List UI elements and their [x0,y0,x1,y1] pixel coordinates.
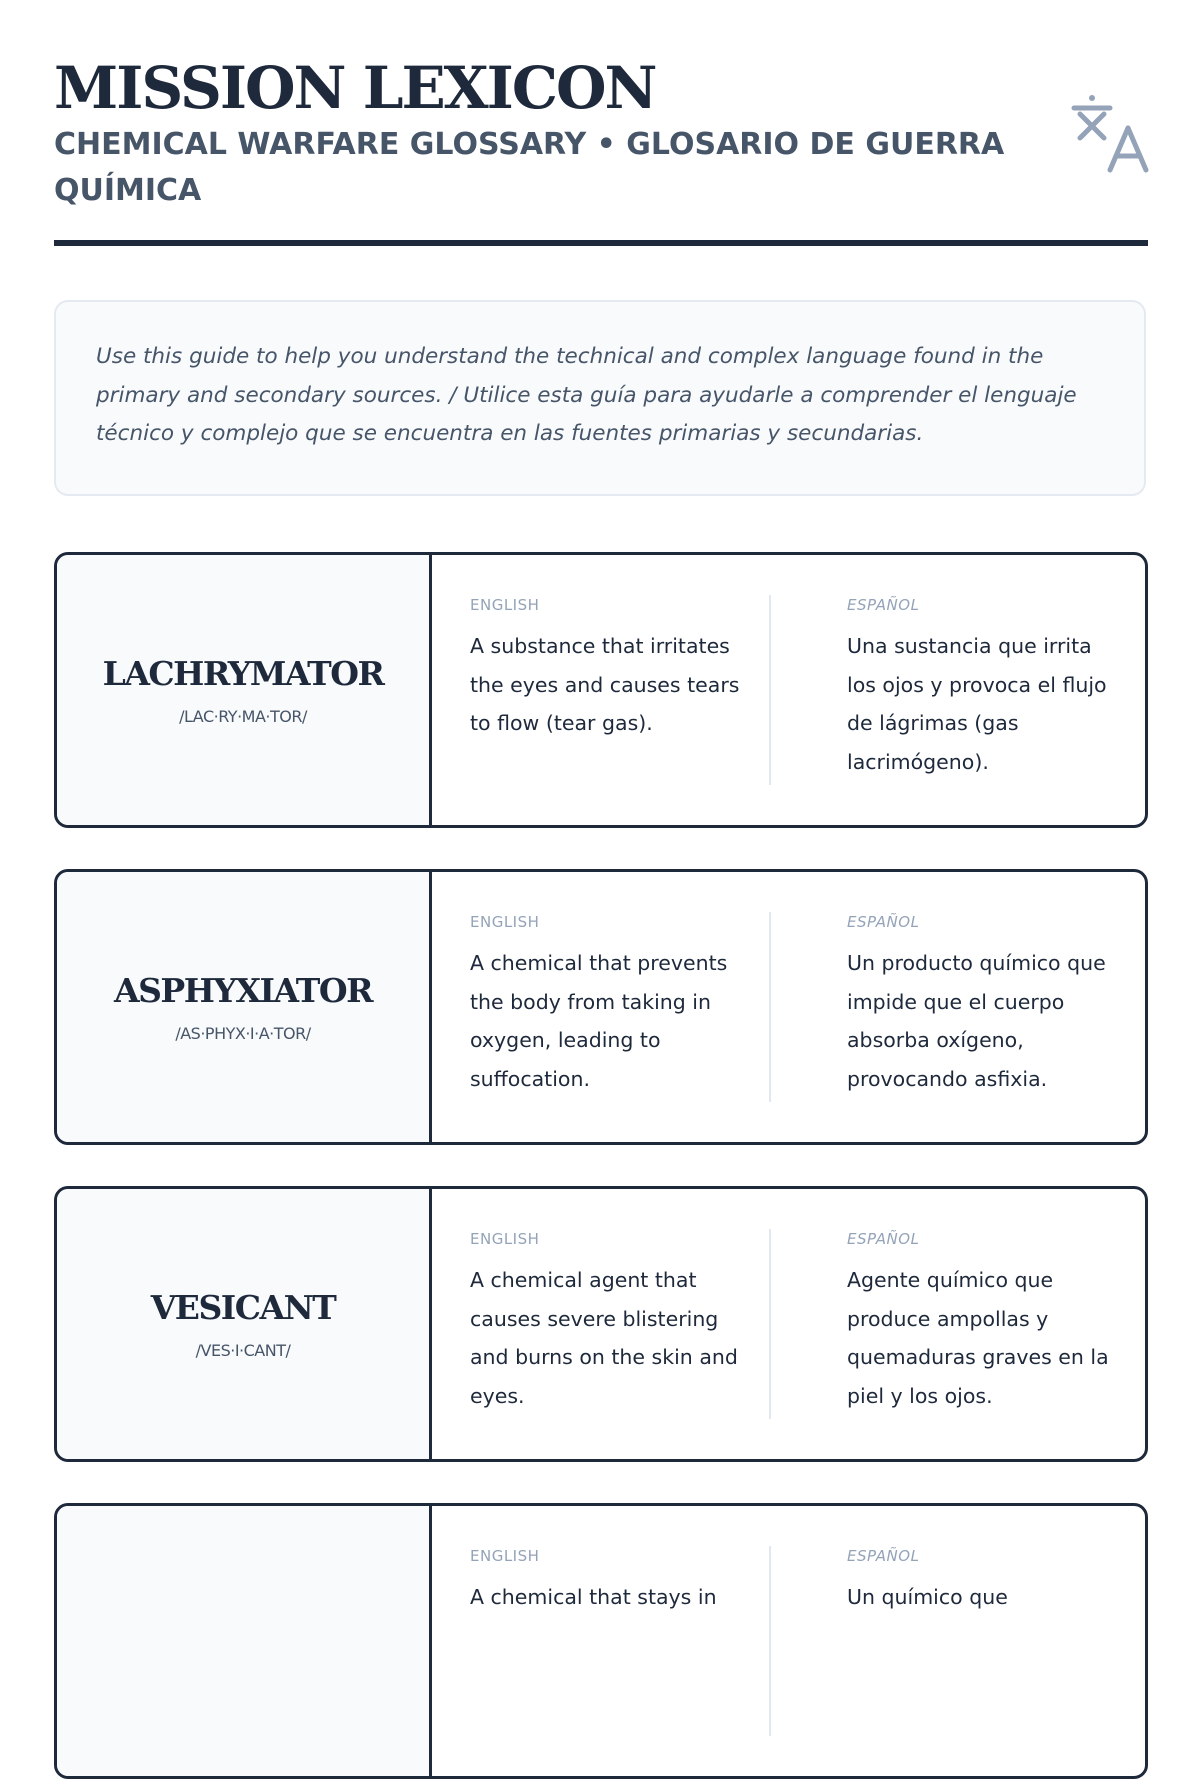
english-label: ENGLISH [470,913,540,931]
glossary-card [54,552,1148,828]
term-phonetic: /AS·PHYX·I·A·TOR/ [175,1024,311,1043]
english-definition: A chemical agent that causes severe blistering and burns on the skin and eyes. [470,1268,738,1408]
spanish-column [847,1229,1127,1415]
term-panel [57,872,432,1142]
column-divider [769,912,771,1102]
glossary-card [54,869,1148,1145]
english-column [470,1229,750,1415]
english-column [470,912,750,1098]
spanish-label: ESPAÑOL [847,913,920,931]
column-divider [769,595,771,785]
header-rule [54,240,1148,246]
column-divider [769,1229,771,1419]
spanish-label: ESPAÑOL [847,1230,920,1248]
intro-box [54,300,1146,496]
page-title: MISSION LEXICON [54,54,656,122]
spanish-column [847,595,1127,781]
spanish-column [847,1546,1127,1617]
glossary-card [54,1186,1148,1462]
term-panel [57,1506,432,1776]
english-column [470,1546,750,1617]
term-title: VESICANT [150,1288,336,1327]
english-column [470,595,750,743]
spanish-column [847,912,1127,1098]
english-definition: A chemical that prevents the body from taking in oxygen, leading to suffocation. [470,951,728,1091]
term-phonetic: /LAC·RY·MA·TOR/ [179,707,307,726]
english-label: ENGLISH [470,1547,540,1565]
header [54,52,1148,242]
english-label: ENGLISH [470,596,540,614]
english-definition: A chemical that stays in [470,1585,717,1609]
column-divider [769,1546,771,1736]
term-phonetic: /VES·I·CANT/ [195,1341,291,1360]
spanish-definition: Un químico que [847,1585,1008,1609]
spanish-label: ESPAÑOL [847,596,920,614]
term-panel [57,1189,432,1459]
term-title: LACHRYMATOR [102,654,384,693]
spanish-label: ESPAÑOL [847,1547,920,1565]
intro-text: Use this guide to help you understand the technical and complex language found in the primary and secondary sources. / Utilice esta guía para ayudarle a comprender el lenguaje técnico y complejo que se encuentra en las fuentes primarias y secundarias. [96,344,1077,446]
spanish-definition: Un producto químico que impide que el cuerpo absorba oxígeno, provocando asfixia. [847,951,1106,1091]
english-definition: A substance that irritates the eyes and causes tears to flow (tear gas). [470,634,740,735]
translate-icon [1070,92,1152,174]
page-subtitle: CHEMICAL WARFARE GLOSSARY • GLOSARIO DE GUERRA QUÍMICA [54,127,1005,208]
term-panel [57,555,432,825]
term-title: ASPHYXIATOR [113,971,373,1010]
spanish-definition: Agente químico que produce ampollas y quemaduras graves en la piel y los ojos. [847,1268,1109,1408]
glossary-card [54,1503,1148,1779]
spanish-definition: Una sustancia que irrita los ojos y provoca el flujo de lágrimas (gas lacrimógeno). [847,634,1107,774]
english-label: ENGLISH [470,1230,540,1248]
